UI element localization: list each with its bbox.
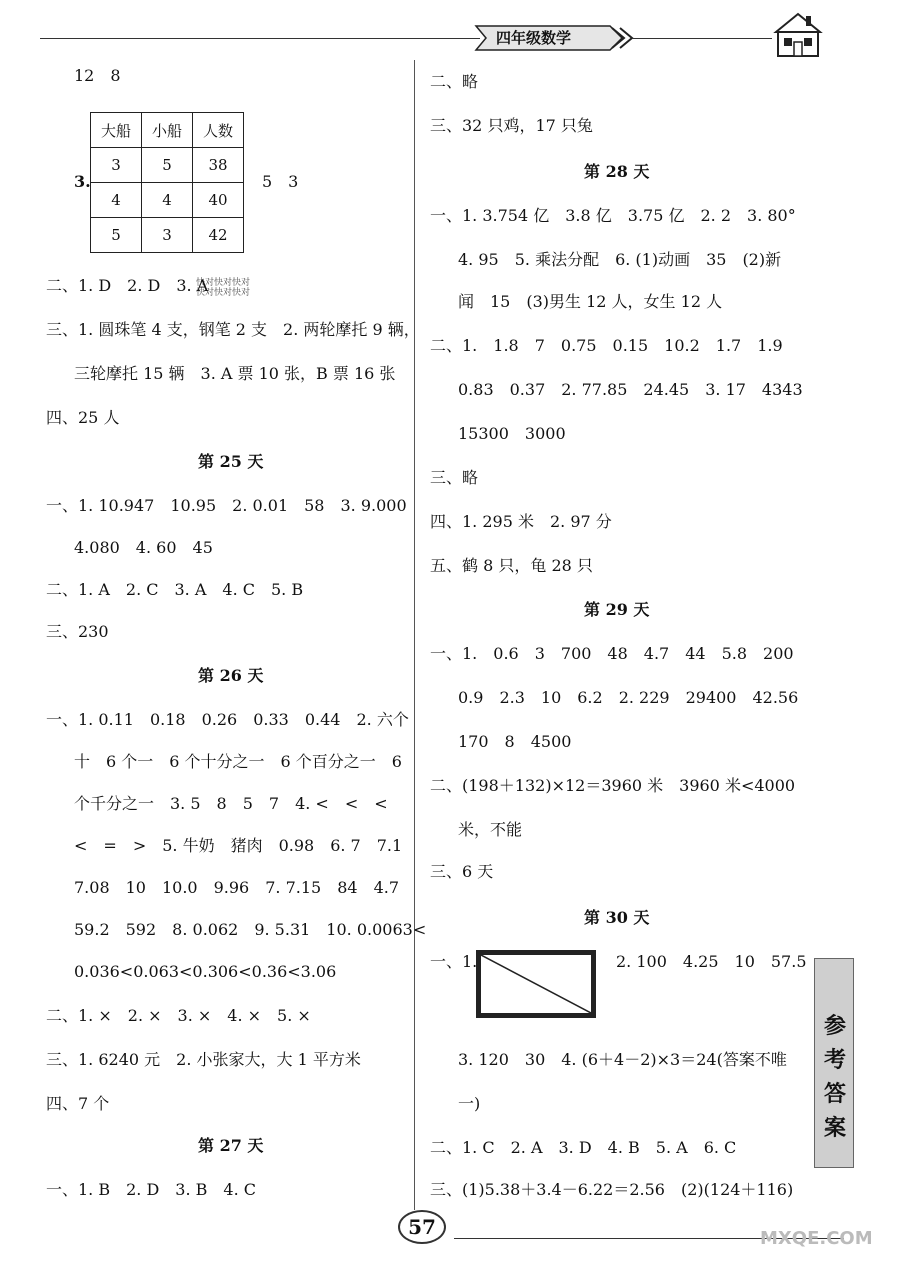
- answer-line: 十 6 个一 6 个十分之一 6 个百分之一 6: [74, 752, 402, 771]
- banner-text: 四年级数学: [496, 29, 572, 47]
- side-tab-char: 案: [823, 1116, 846, 1141]
- divided-rectangle-figure: [476, 950, 596, 1018]
- table-cell: 40: [193, 183, 244, 218]
- answer-line: 米，不能: [458, 820, 523, 839]
- answer-line: 12 8: [74, 66, 121, 85]
- answer-line: 一、1. 3.754 亿 3.8 亿 3.75 亿 2. 2 3. 80°: [430, 206, 796, 225]
- section-heading-day28: 第 28 天: [584, 162, 650, 181]
- answer-line: 三、1. 6240 元 2. 小张家大，大 1 平方米: [46, 1050, 361, 1069]
- section-heading-day29: 第 29 天: [584, 600, 650, 619]
- table-header-cell: 人数: [193, 113, 244, 148]
- answer-line: 二、1. × 2. × 3. × 4. × 5. ×: [46, 1006, 311, 1025]
- answer-key-side-tab: [814, 958, 854, 1168]
- header-rule-right: [632, 38, 772, 39]
- answer-line: 一、1. B 2. D 3. B 4. C: [46, 1180, 256, 1199]
- table-header-cell: 小船: [142, 113, 193, 148]
- table-row: [91, 218, 244, 253]
- answer-line: 0.83 0.37 2. 77.85 24.45 3. 17 4343: [458, 380, 803, 399]
- question-number: 3.: [74, 172, 91, 191]
- answer-line: 一、1. 0.11 0.18 0.26 0.33 0.44 2. 六个: [46, 710, 409, 729]
- answer-line: 0.036<0.063<0.306<0.36<3.06: [74, 962, 337, 981]
- side-tab-char: 答: [823, 1082, 846, 1107]
- answer-line: 一、1.: [430, 952, 478, 971]
- table-header-cell: 大船: [91, 113, 142, 148]
- table-cell: 3: [142, 218, 193, 253]
- table-header-row: [91, 113, 244, 148]
- answer-line: 一、1. 0.6 3 700 48 4.7 44 5.8 200: [430, 644, 794, 663]
- side-tab-char: 考: [823, 1048, 846, 1073]
- boat-table: [90, 112, 244, 253]
- answer-line: 一): [458, 1094, 481, 1113]
- answer-line: 二、略: [430, 72, 479, 91]
- answer-line: 三、32 只鸡，17 只兔: [430, 116, 593, 135]
- answer-line: 三、(1)5.38＋3.4－6.22＝2.56 (2)(124＋116): [430, 1180, 794, 1199]
- answer-line: 五、鹤 8 只，龟 28 只: [430, 556, 593, 575]
- side-tab-char: 参: [823, 1014, 846, 1039]
- table-cell: 5: [91, 218, 142, 253]
- answer-line: 170 8 4500: [458, 732, 572, 751]
- answer-line: 3. 120 30 4. (6＋4－2)×3＝24(答案不唯: [458, 1050, 787, 1069]
- answer-line: 二、1. C 2. A 3. D 4. B 5. A 6. C: [430, 1138, 737, 1157]
- header-rule: [40, 38, 480, 39]
- page-number-text: 57: [408, 1215, 436, 1239]
- answer-line: 4. 95 5. 乘法分配 6. (1)动画 35 (2)新: [458, 250, 782, 269]
- site-watermark: MXQE.COM: [760, 1228, 873, 1249]
- answer-line: 四、25 人: [46, 408, 120, 427]
- stamp-text: 快对快对快对: [196, 288, 251, 298]
- answer-line: 三、1. 圆珠笔 4 支，钢笔 2 支 2. 两轮摩托 9 辆，: [46, 320, 420, 339]
- answer-line: 4.080 4. 60 45: [74, 538, 213, 557]
- answer-line: 0.9 2.3 10 6.2 2. 229 29400 42.56: [458, 688, 799, 707]
- table-row: [91, 183, 244, 218]
- answer-line: 二、1. D 2. D 3. A: [46, 276, 209, 295]
- table-cell: 4: [91, 183, 142, 218]
- house-icon: [770, 10, 826, 60]
- answer-line: 二、(198＋132)×12＝3960 米 3960 米<4000: [430, 776, 796, 795]
- table-cell: 5: [142, 148, 193, 183]
- diagonal-line: [481, 955, 591, 1013]
- answer-line: 二、1. A 2. C 3. A 4. C 5. B: [46, 580, 304, 599]
- answer-line: 2. 100 4.25 10 57.5: [616, 952, 807, 971]
- table-cell: 38: [193, 148, 244, 183]
- page-number: [398, 1210, 446, 1244]
- stamp-text: 快对快对快对: [196, 278, 251, 288]
- answer-line: 三、6 天: [430, 862, 494, 881]
- answer-line: 二、1. 1.8 7 0.75 0.15 10.2 1.7 1.9: [430, 336, 783, 355]
- answer-line: 个千分之一 3. 5 8 5 7 4. < < <: [74, 794, 388, 813]
- table-cell: 42: [193, 218, 244, 253]
- answer-line: 三、略: [430, 468, 479, 487]
- answer-line: 15300 3000: [458, 424, 566, 443]
- answer-line: 三、230: [46, 622, 109, 641]
- column-divider: [414, 60, 415, 1210]
- answer-line: 7.08 10 10.0 9.96 7. 7.15 84 4.7: [74, 878, 400, 897]
- section-heading-day30: 第 30 天: [584, 908, 650, 927]
- answer-line: 三轮摩托 15 辆 3. A 票 10 张，B 票 16 张: [74, 364, 396, 383]
- answer-line: 59.2 592 8. 0.062 9. 5.31 10. 0.0063<: [74, 920, 427, 939]
- answer-line: 5 3: [262, 172, 299, 191]
- section-heading-day25: 第 25 天: [198, 452, 264, 471]
- answer-line: 四、7 个: [46, 1094, 110, 1113]
- answer-line: 四、1. 295 米 2. 97 分: [430, 512, 612, 531]
- grade-subject-banner: [470, 24, 636, 52]
- section-heading-day26: 第 26 天: [198, 666, 264, 685]
- section-heading-day27: 第 27 天: [198, 1136, 264, 1155]
- answer-line: 一、1. 10.947 10.95 2. 0.01 58 3. 9.000: [46, 496, 407, 515]
- answer-line: 闻 15 (3)男生 12 人，女生 12 人: [458, 292, 723, 311]
- answer-line: < = > 5. 牛奶 猪肉 0.98 6. 7 7.1: [74, 836, 403, 855]
- table-cell: 3: [91, 148, 142, 183]
- table-cell: 4: [142, 183, 193, 218]
- table-row: [91, 148, 244, 183]
